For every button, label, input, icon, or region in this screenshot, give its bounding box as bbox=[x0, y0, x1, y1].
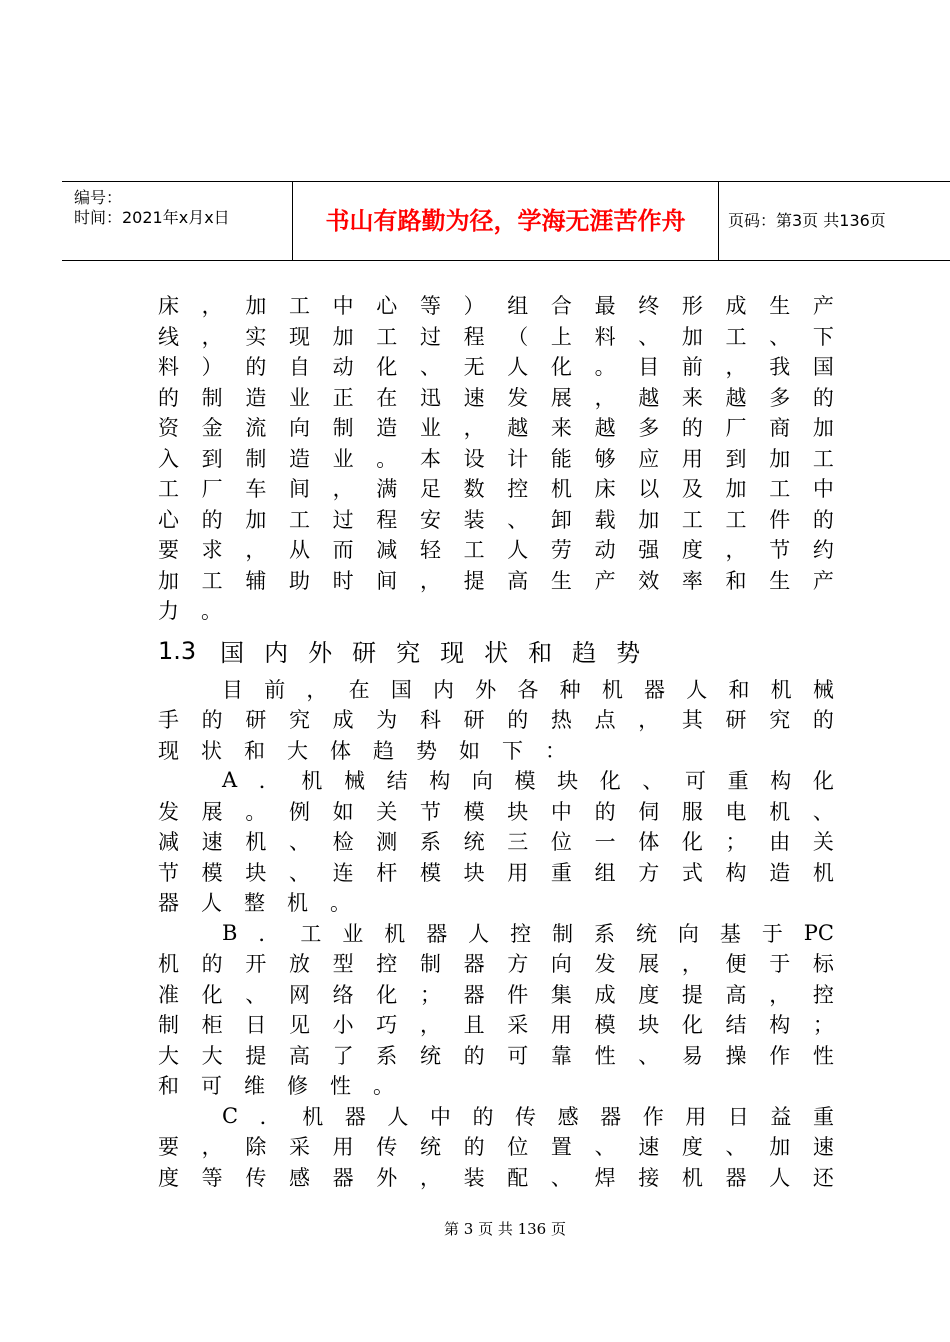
text-line: 心 的 加 工 过 程 安 装 、 卸 载 加 工 工 件 的 bbox=[158, 507, 834, 532]
text-line: 制 柜 日 见 小 巧 ， 且 采 用 模 块 化 结 构 ； bbox=[158, 1013, 834, 1038]
text-line: 准 化 、 网 络 化 ； 器 件 集 成 度 提 高 ， 控 bbox=[158, 982, 834, 1007]
header-divider-right bbox=[718, 182, 719, 260]
page-footer: 第 3 页 共 136 页 bbox=[443, 1220, 566, 1238]
text-line: C ． 机 器 人 中 的 传 感 器 作 用 日 益 重 bbox=[222, 1103, 834, 1129]
header-motto: 书山有路勤为径，学海无涯苦作舟 bbox=[325, 207, 686, 235]
text-line: 减 速 机 、 检 测 系 统 三 位 一 体 化 ； 由 关 bbox=[158, 830, 834, 855]
document-body bbox=[158, 290, 834, 1192]
text-line: 大 大 提 高 了 系 统 的 可 靠 性 、 易 操 作 性 bbox=[158, 1043, 834, 1068]
paragraph-item-b bbox=[158, 918, 834, 1101]
document-header bbox=[62, 181, 950, 261]
text-line: 力 。 bbox=[158, 599, 222, 624]
text-line: 手 的 研 究 成 为 科 研 的 热 点 ， 其 研 究 的 bbox=[158, 708, 834, 733]
text-line: 要 求 ， 从 而 减 轻 工 人 劳 动 强 度 ， 节 约 bbox=[158, 538, 834, 563]
text-line: 要 ， 除 采 用 传 统 的 位 置 、 速 度 、 加 速 bbox=[158, 1135, 834, 1160]
text-line: 现 状 和 大 体 趋 势 如 下 ： bbox=[158, 738, 566, 763]
text-line: 发 展 。 例 如 关 节 模 块 中 的 伺 服 电 机 、 bbox=[158, 799, 834, 824]
text-line: 机 的 开 放 型 控 制 器 方 向 发 展 ， 便 于 标 bbox=[158, 952, 834, 977]
header-meta bbox=[74, 188, 230, 228]
paragraph-item-c bbox=[158, 1101, 834, 1193]
text-line: 入 到 制 造 业 。 本 设 计 能 够 应 用 到 加 工 bbox=[158, 446, 834, 471]
text-line: 器 人 整 机 。 bbox=[158, 891, 351, 916]
header-page-info: 页码：第3页 共136页 bbox=[728, 211, 886, 230]
text-line: 和 可 维 修 性 。 bbox=[158, 1074, 394, 1099]
text-line: B ． 工 业 机 器 人 控 制 系 统 向 基 于 PC bbox=[222, 920, 834, 946]
text-line: A ． 机 械 结 构 向 模 块 化 、 可 重 构 化 bbox=[222, 768, 834, 794]
section-heading bbox=[158, 634, 834, 668]
section-title: 国 内 外 研 究 现 状 和 趋 势 bbox=[220, 639, 641, 667]
paragraph-research-status bbox=[158, 674, 834, 766]
text-line: 料 ） 的 自 动 化 、 无 人 化 。 目 前 ， 我 国 bbox=[158, 355, 834, 380]
text-line: 床 ， 加 工 中 心 等 ） 组 合 最 终 形 成 生 产 bbox=[158, 294, 834, 319]
paragraph-item-a bbox=[158, 765, 834, 918]
text-line: 的 制 造 业 正 在 迅 速 发 展 ， 越 来 越 多 的 bbox=[158, 385, 834, 410]
text-line: 线 ， 实 现 加 工 过 程 （ 上 料 、 加 工 、 下 bbox=[158, 324, 834, 349]
section-number: 1.3 bbox=[158, 636, 197, 665]
text-line: 工 厂 车 间 ， 满 足 数 控 机 床 以 及 加 工 中 bbox=[158, 477, 834, 502]
text-line: 资 金 流 向 制 造 业 ， 越 来 越 多 的 厂 商 加 bbox=[158, 416, 834, 441]
text-line: 目 前 ， 在 国 内 外 各 种 机 器 人 和 机 械 bbox=[222, 677, 834, 702]
text-line: 度 等 传 感 器 外 ， 装 配 、 焊 接 机 器 人 还 bbox=[158, 1165, 834, 1190]
paragraph-production-line bbox=[158, 290, 834, 626]
header-time-label: 时间：2021年x月x日 bbox=[74, 208, 230, 227]
text-line: 加 工 辅 助 时 间 ， 提 高 生 产 效 率 和 生 产 bbox=[158, 568, 834, 593]
text-line: 节 模 块 、 连 杆 模 块 用 重 组 方 式 构 造 机 bbox=[158, 860, 834, 885]
header-number-label: 编号： bbox=[74, 188, 123, 207]
